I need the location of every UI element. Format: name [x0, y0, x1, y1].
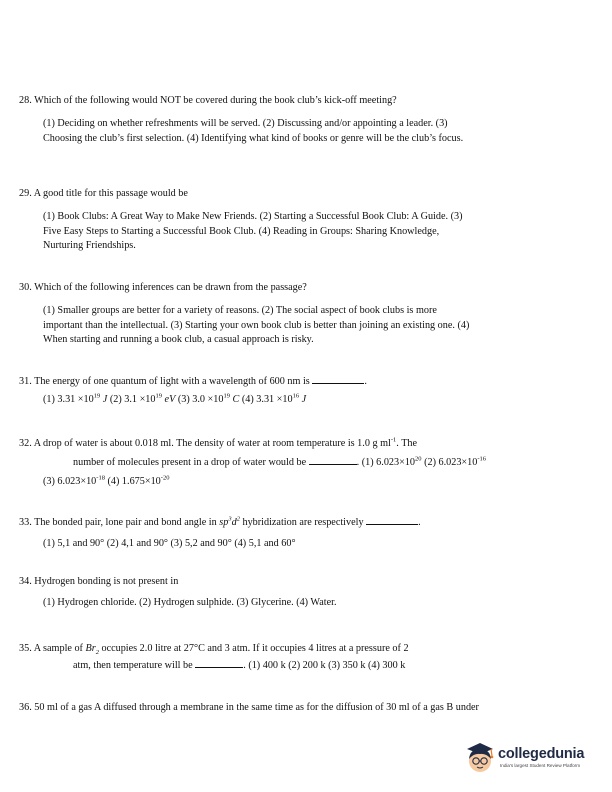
option-3-value: (3) 3.0 ×10	[177, 393, 224, 405]
option-2-exponent: 19	[155, 392, 162, 400]
question-32	[19, 437, 589, 489]
stem-continuation	[73, 456, 589, 471]
question-stem: 29. A good title for this passage would be	[19, 188, 188, 199]
question-34	[19, 575, 589, 611]
option-2-value: (2) 3.1 ×10	[109, 393, 156, 405]
answer-blank	[309, 456, 357, 465]
question-30	[19, 281, 589, 348]
question-options: (1) Smaller groups are better for a variety of reasons. (2) The social aspect of book clubs is more important than the intellectual. (3) Starting your own book club is better than joining an existing one. (4) When starting and running a book club, a casual approach is risky.	[43, 304, 470, 346]
stem-text: 35. A sample of	[19, 643, 83, 654]
continuation-text: atm, then temperature will be	[73, 659, 193, 671]
hyb-exp-2: 2	[236, 515, 240, 523]
student-mascot-icon	[464, 741, 498, 775]
question-stem: 36. 50 ml of a gas A diffused through a membrane in the same time as for the diffusion of 30 ml of a gas B under	[19, 702, 479, 713]
option-1-value: . (1) 6.023×10	[356, 456, 416, 468]
stem-continuation	[73, 659, 589, 674]
question-31	[19, 375, 589, 408]
continuation-text: number of molecules present in a drop of water would be	[73, 456, 307, 468]
question-stem	[19, 437, 589, 452]
question-stem	[19, 642, 589, 657]
question-options: (1) Book Clubs: A Great Way to Make New Friends. (2) Starting a Successful Book Club: A Guide. (3) Five Easy Steps to Starting a Successful Book Club. (4) Reading in Groups: Sharing Knowledge, Nurturing Friendships.	[43, 210, 463, 252]
formula-subscript: 2	[95, 649, 99, 657]
question-options: (1) Deciding on whether refreshments will be served. (2) Discussing and/or appointing a leader. (3) Choosing the club’s first selection. (4) Identifying what kind of books or genre will be the club’s focus.	[43, 117, 464, 144]
stem-end: .	[364, 376, 367, 387]
question-36	[19, 701, 589, 716]
stem-text-post: hybridization are respectively	[242, 517, 364, 528]
stem-text: 32. A drop of water is about 0.018 ml. The density of water at room temperature is 1.0 g ml	[19, 438, 391, 449]
option-4-exponent: -20	[160, 474, 170, 482]
question-stem: 34. Hydrogen bonding is not present in	[19, 576, 179, 587]
stem-end: . The	[396, 438, 418, 449]
option-4-unit: J	[301, 393, 307, 405]
stem-text: 31. The energy of one quantum of light with a wavelength of 600 nm is	[19, 376, 310, 387]
option-3-exponent: -18	[96, 474, 105, 482]
option-1-exponent: 20	[415, 455, 422, 463]
hybridization-formula	[219, 517, 240, 528]
question-stem: 28. Which of the following would NOT be covered during the book club’s kick-off meeting?	[19, 95, 397, 106]
answer-blank	[312, 375, 364, 384]
stem-end: .	[418, 517, 421, 528]
question-35	[19, 642, 589, 674]
option-3-exponent: 19	[223, 392, 230, 400]
hyb-exp-1: 3	[228, 515, 232, 523]
question-33	[19, 516, 589, 552]
logo-tagline: India's largest Student Review Platform	[500, 763, 581, 768]
continuation-end: . (1) 400 k (2) 200 k (3) 350 k (4) 300 k	[243, 659, 406, 671]
answer-blank	[195, 659, 243, 668]
question-stem: 30. Which of the following inferences can be drawn from the passage?	[19, 282, 307, 293]
option-2-exponent: -16	[477, 455, 487, 463]
option-3-value: (3) 6.023×10	[43, 475, 97, 487]
formula-base: Br	[85, 643, 96, 654]
answer-blank	[366, 516, 418, 525]
question-options-continued	[43, 475, 589, 490]
option-2-unit: eV	[164, 393, 176, 405]
option-1-exponent: 19	[93, 392, 101, 400]
option-1-value: (1) 3.31 ×10	[43, 393, 94, 405]
stem-text: 33. The bonded pair, lone pair and bond angle in	[19, 517, 217, 528]
question-options: (1) Hydrogen chloride. (2) Hydrogen sulphide. (3) Glycerine. (4) Water.	[43, 596, 337, 608]
hyb-d: d	[231, 517, 237, 528]
option-2-value: (2) 6.023×10	[424, 456, 478, 468]
chemical-formula	[85, 643, 99, 657]
option-4-exponent: 16	[292, 392, 300, 400]
question-stem	[19, 375, 589, 390]
option-1-unit: J	[102, 393, 108, 405]
question-29	[19, 187, 589, 254]
stem-text-post: occupies 2.0 litre at 27°C and 3 atm. If it occupies 4 litres at a pressure of 2	[101, 643, 409, 654]
option-4-value: (4) 3.31 ×10	[241, 393, 293, 405]
collegedunia-logo	[464, 741, 594, 777]
hyb-base: sp	[219, 517, 229, 528]
question-stem	[19, 516, 589, 531]
question-options	[43, 393, 589, 408]
option-3-unit: C	[232, 393, 240, 405]
stem-exponent: -1	[390, 436, 397, 444]
question-options: (1) 5,1 and 90° (2) 4,1 and 90° (3) 5,2 and 90° (4) 5,1 and 60°	[43, 537, 296, 549]
logo-name: collegedunia	[498, 746, 585, 762]
option-4-value: (4) 1.675×10	[107, 475, 161, 487]
question-28	[19, 94, 589, 146]
